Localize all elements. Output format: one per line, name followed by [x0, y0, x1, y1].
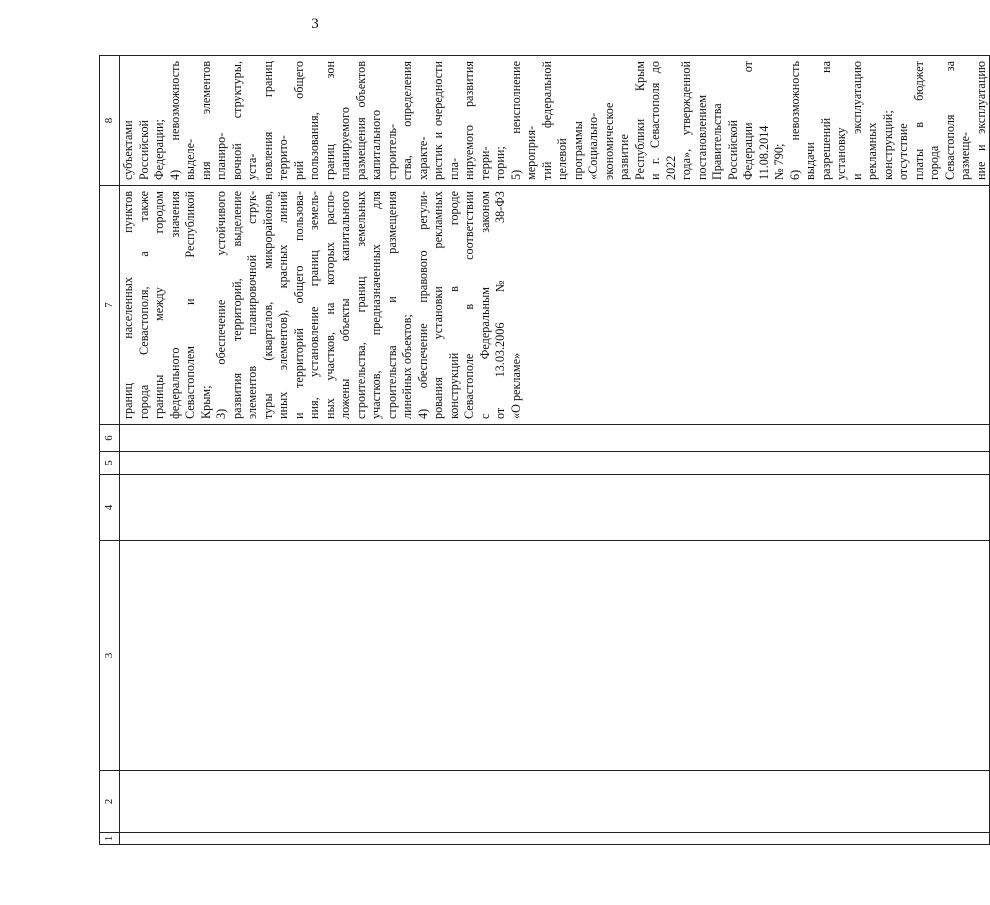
text-line: ложены объекты капитального	[338, 191, 352, 419]
text-line: ных участков, на которых распо-	[322, 191, 337, 419]
header-col-8: 8	[100, 56, 120, 186]
text-line: строительства, границ земельных	[353, 191, 368, 419]
text-line: Севастополе в соответствии	[462, 191, 476, 419]
text-line: туры (кварталов, микрорайонов,	[260, 191, 275, 419]
text-line: размещения объектов	[353, 61, 368, 180]
program-table	[99, 55, 990, 845]
text-line: Севастополем и Республикой	[183, 191, 197, 419]
rotated-table-stage	[99, 56, 988, 845]
text-line: постановлением	[694, 94, 709, 180]
text-line: года», утвержденной	[679, 61, 693, 180]
text-line: строительства и размещения	[384, 191, 399, 419]
cell-col-5	[120, 452, 990, 475]
text-line: и территорий общего пользова-	[291, 191, 306, 419]
text-line: конструкций в городе	[446, 191, 461, 419]
text-line: с Федеральным законом	[477, 191, 492, 419]
text-line: участков, предназначенных для	[369, 191, 383, 419]
text-line: разрешений на установку	[818, 61, 848, 180]
text-line: 3) обеспечение устойчивого	[214, 191, 228, 419]
header-col-4: 4	[100, 475, 120, 541]
text-line: № 790;	[772, 143, 786, 180]
text-line: тий федеральной целевой	[539, 61, 569, 180]
text-line: 5) неисполнение мероприя-	[508, 61, 538, 180]
text-line: рования установки рекламных	[431, 191, 445, 419]
text-line: линейных объектов;	[400, 314, 414, 419]
text-line: границ населенных пунктов	[121, 191, 135, 419]
header-col-1: 1	[100, 833, 120, 845]
header-col-5: 5	[100, 452, 120, 475]
text-line: рий общего пользования,	[291, 61, 321, 180]
header-row	[100, 56, 120, 845]
text-line: элементов планировочной струк-	[245, 191, 259, 419]
text-line: тории;	[493, 146, 507, 180]
header-col-3: 3	[100, 541, 120, 771]
text-line: и эксплуатацию рекламных	[849, 61, 879, 180]
text-line: федерального значения	[167, 191, 182, 419]
header-col-2: 2	[100, 771, 120, 833]
text-line: ства, определения характе-	[400, 61, 430, 180]
cell-col-1	[120, 833, 990, 845]
cell-col-8	[120, 56, 990, 186]
cell-col-7-text	[120, 186, 524, 424]
text-line: от 13.03.2006 № 38-ФЗ	[493, 191, 507, 419]
text-line: Севастополя за размеще-	[942, 61, 972, 180]
text-line: 4) обеспечение правового регули-	[415, 191, 430, 419]
text-line: новления границ террито-	[260, 61, 290, 180]
text-line: ния, установление границ земель-	[307, 191, 321, 419]
page-number: 3	[311, 16, 319, 32]
text-line: Республики Крым	[632, 61, 647, 180]
text-line: границ зон планируемого	[322, 61, 352, 180]
text-line: «О рекламе»	[508, 352, 523, 419]
cell-col-3	[120, 541, 990, 771]
cell-col-6	[120, 425, 990, 452]
text-line: и г. Севастополя до 2022	[648, 61, 678, 180]
text-line: платы в бюджет города	[911, 61, 941, 180]
text-line: города Севастополя, а также	[136, 191, 151, 419]
text-line: субъектами Российской	[121, 119, 151, 180]
text-line: ние и эксплуатацию	[973, 61, 988, 180]
text-line: вочной структуры, уста-	[229, 61, 259, 180]
cell-col-2	[120, 771, 990, 833]
text-line: ния элементов планиро-	[198, 61, 228, 180]
cell-col-8-text	[120, 56, 989, 185]
header-col-6: 6	[100, 425, 120, 452]
text-line: конструкций; отсутствие	[880, 110, 910, 180]
text-line: иных элементов), красных линий	[276, 191, 290, 419]
text-line: капитального строитель-	[369, 109, 399, 180]
cell-col-7	[120, 186, 990, 425]
text-line: программы «Социально-	[570, 112, 600, 180]
text-line: нируемого развития терри-	[462, 61, 492, 180]
text-line: 4) невозможность выделе-	[167, 61, 197, 180]
text-line: границы между городом	[152, 191, 166, 419]
text-line: 6) невозможность выдачи	[787, 61, 817, 180]
text-line: Крым;	[198, 385, 213, 419]
rotated-table-frame	[99, 56, 988, 845]
table-row	[120, 56, 990, 845]
text-line: ристик и очередности пла-	[431, 61, 461, 180]
text-line: экономическое развитие	[601, 102, 631, 180]
cell-col-4	[120, 475, 990, 541]
header-col-7: 7	[100, 186, 120, 425]
text-line: Федерации;	[152, 119, 166, 180]
text-line: Федерации от 11.08.2014	[741, 61, 771, 180]
text-line: Правительства Российской	[710, 103, 740, 180]
text-line: развития территорий, выделение	[229, 191, 244, 419]
